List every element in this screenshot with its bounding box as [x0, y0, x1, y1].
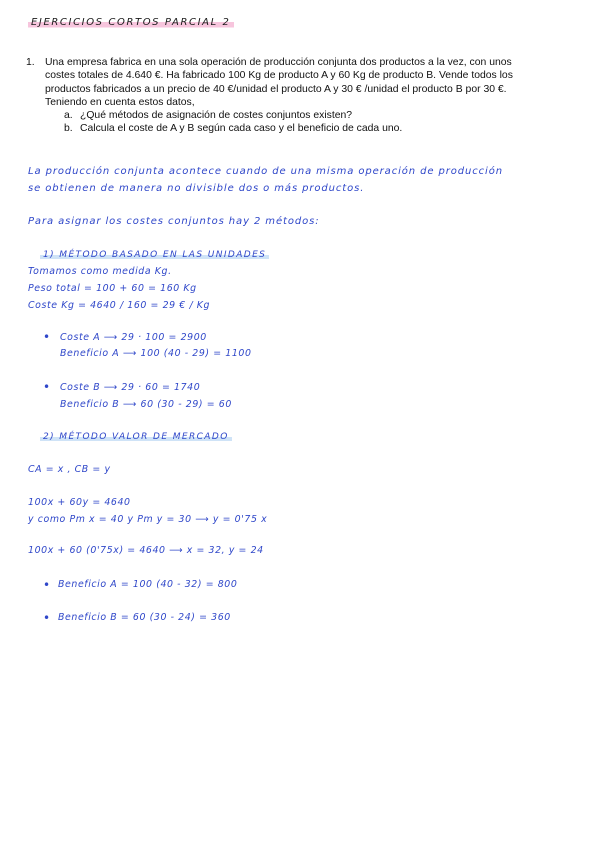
question-line: Una empresa fabrica en una sola operación de producción conjunta dos productos a la vez, con unos	[45, 57, 512, 68]
method1-line: Tomamos como medida Kg.	[28, 266, 172, 277]
method1-line: Peso total = 100 + 60 = 160 Kg	[28, 283, 197, 294]
method2-line: 100x + 60y = 4640	[28, 497, 131, 508]
question-number: 1.	[26, 57, 35, 68]
bullet-icon: •	[43, 330, 51, 344]
method2-heading: 2) MÉTODO VALOR DE MERCADO	[40, 432, 232, 442]
intro-line-1: La producción conjunta acontece cuando de una misma operación de producción	[28, 166, 503, 177]
method1-cost-a: Coste A ⟶ 29 · 100 = 2900	[60, 332, 207, 343]
question-block	[26, 56, 566, 136]
methods-intro: Para asignar los costes conjuntos hay 2 métodos:	[28, 216, 320, 227]
question-line: costes totales de 4.640 €. Ha fabricado 100 Kg de producto A y 60 Kg de producto B. Vende todos los	[45, 70, 513, 82]
subquestion-text: Calcula el coste de A y B según cada caso y el beneficio de cada uno.	[80, 123, 403, 135]
question-line: Teniendo en cuenta estos datos,	[45, 96, 195, 108]
method2-benefit-b: Beneficio B = 60 (30 - 24) = 360	[58, 612, 231, 623]
method1-cost-b: Coste B ⟶ 29 · 60 = 1740	[60, 382, 201, 393]
question-line: productos fabricados a un precio de 40 €/unidad el producto A y 30 € /unidad el producto B por 30 €.	[45, 83, 507, 95]
method1-heading: 1) MÉTODO BASADO EN LAS UNIDADES	[40, 250, 269, 260]
page-title: EJERCICIOS CORTOS PARCIAL 2	[28, 17, 234, 28]
subquestion-label: b.	[64, 123, 73, 135]
bullet-icon: •	[43, 380, 51, 394]
bullet-icon: •	[43, 611, 51, 625]
subquestion-a	[64, 109, 566, 122]
method1-line: Coste Kg = 4640 / 160 = 29 € / Kg	[28, 300, 211, 311]
method1-benefit-a: Beneficio A ⟶ 100 (40 - 29) = 1100	[60, 348, 252, 359]
method2-line: y como Pm x = 40 y Pm y = 30 ⟶ y = 0'75 x	[28, 514, 268, 525]
method2-line: 100x + 60 (0'75x) = 4640 ⟶ x = 32, y = 24	[28, 545, 264, 556]
bullet-icon: •	[43, 578, 51, 592]
method1-benefit-b: Beneficio B ⟶ 60 (30 - 29) = 60	[60, 399, 232, 410]
intro-line-2: se obtienen de manera no divisible dos o más productos.	[28, 183, 365, 194]
subquestion-b	[64, 122, 566, 135]
method2-line: CA = x , CB = y	[28, 464, 111, 475]
subquestion-text: ¿Qué métodos de asignación de costes conjuntos existen?	[80, 110, 353, 122]
subquestion-label: a.	[64, 110, 73, 122]
method2-benefit-a: Beneficio A = 100 (40 - 32) = 800	[58, 579, 238, 590]
